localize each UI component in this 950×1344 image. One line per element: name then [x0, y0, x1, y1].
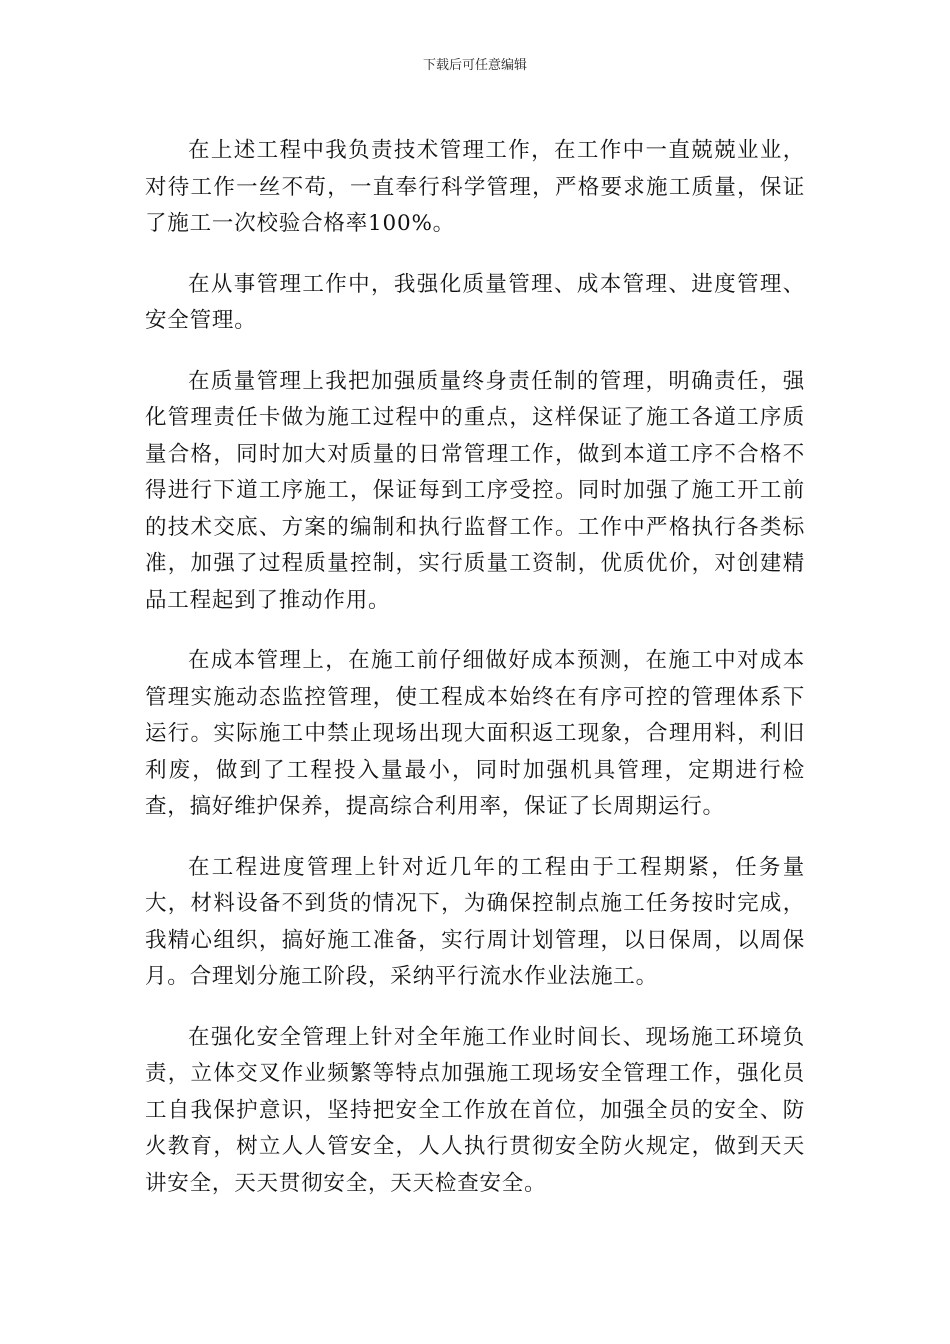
- header-note: 下载后可任意编辑: [422, 58, 527, 73]
- paragraph-schedule-management: 在工程进度管理上针对近几年的工程由于工程期紧，任务量大，材料设备不到货的情况下，为确保控制点施工任务按时完成，我精心组织，搞好施工准备，实行周计划管理，以日保周，以周保月。合理划分施工阶段，采纳平行流水作业法施工。: [145, 854, 805, 989]
- paragraph-safety-management: 在强化安全管理上针对全年施工作业时间长、现场施工环境负责，立体交叉作业频繁等特点加强施工现场安全管理工作，强化员工自我保护意识，坚持把安全工作放在首位，加强全员的安全、防火教育，树立人人管安全，人人执行贯彻安全防火规定，做到天天讲安全，天天贯彻安全，天天检查安全。: [145, 1024, 805, 1196]
- document-body: [145, 133, 805, 1226]
- paragraph-technical-management: 在上述工程中我负责技术管理工作，在工作中一直兢兢业业，对待工作一丝不苟，一直奉行科学管理，严格要求施工质量，保证了施工一次校验合格率100%。: [145, 138, 805, 236]
- paragraph-cost-management: 在成本管理上，在施工前仔细做好成本预测，在施工中对成本管理实施动态监控管理，使工程成本始终在有序可控的管理体系下运行。实际施工中禁止现场出现大面积返工现象，合理用料，利旧利废，做到了工程投入量最小，同时加强机具管理，定期进行检查，搞好维护保养，提高综合利用率，保证了长周期运行。: [145, 648, 805, 819]
- paragraph-quality-management: 在质量管理上我把加强质量终身责任制的管理，明确责任，强化管理责任卡做为施工过程中的重点，这样保证了施工各道工序质量合格，同时加大对质量的日常管理工作，做到本道工序不合格不得进行下道工序施工，保证每到工序受控。同时加强了施工开工前的技术交底、方案的编制和执行监督工作。工作中严格执行各类标准，加强了过程质量控制，实行质量工资制，优质优价，对创建精品工程起到了推动作用。: [145, 368, 805, 613]
- paragraph-management-overview: 在从事管理工作中，我强化质量管理、成本管理、进度管理、安全管理。: [145, 271, 805, 333]
